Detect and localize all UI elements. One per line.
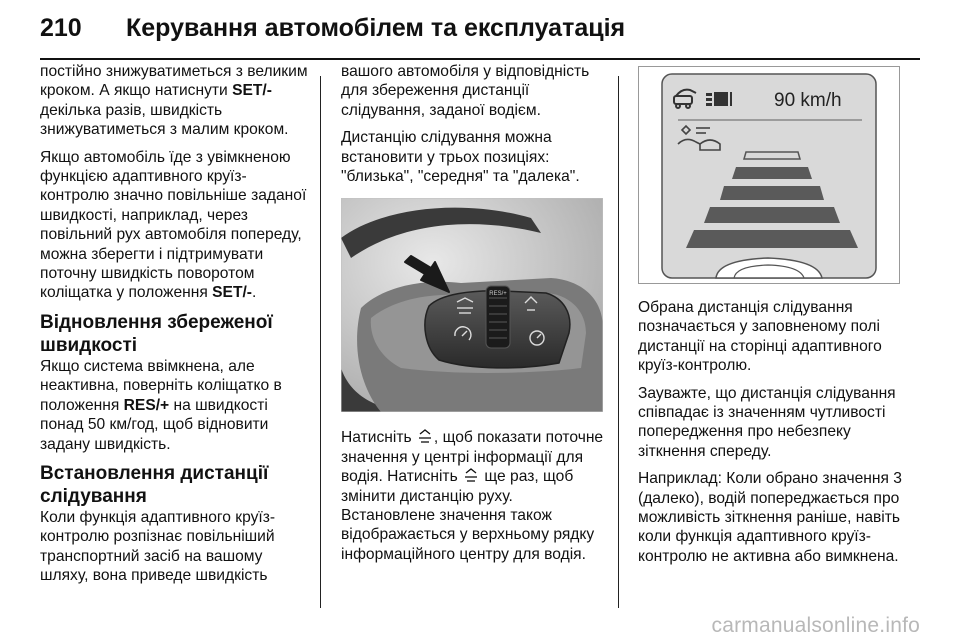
res-label: RES/+	[489, 291, 507, 298]
watermark: carmanualsonline.info	[711, 614, 920, 637]
paragraph: Зауважте, що дистанція слідування співпадає із значенням чутливості попередження про небезпеку зіткнення спереду.	[638, 384, 896, 460]
paragraph: Наприклад: Коли обрано значення 3 (далеко), водій попереджається про можливість зіткнення раніше, навіть коли функція адаптивного круїз-контролю не активна або вимкнена.	[638, 470, 902, 565]
paragraph: Обрана дистанція слідування позначається у заповненому полі дистанції на сторінці адаптивного круїз-контролю.	[638, 299, 882, 375]
paragraph: Коли функція адаптивного круїз-контролю розпізнає повільніший транспортний засіб на вашому шляху, вона приведе швидкість	[40, 508, 276, 585]
text: Натисніть	[341, 429, 416, 447]
page-title: Керування автомобілем та експлуатація	[126, 14, 626, 42]
driver-info-display	[638, 66, 900, 284]
follow-distance-icon	[417, 428, 433, 444]
key-label: SET/-	[232, 82, 272, 100]
column-divider-2	[618, 76, 619, 608]
text: , щоб показати поточне значення у центрі інформації для водія. Натисніть	[341, 429, 604, 486]
key-label: SET/-	[212, 284, 252, 302]
text: Якщо система ввімкнена, але неактивна, поверніть коліщатко в положення	[40, 357, 282, 414]
set-speed: 90 km/h	[774, 90, 842, 111]
steering-wheel-photo	[341, 198, 603, 412]
section-heading-resume: Відновлення збереженої швидкості	[40, 311, 273, 356]
text: на швидкості понад 50 км/год, щоб відновити задану швидкість.	[40, 396, 269, 453]
text: Якщо автомобіль їде з увімкненою функцією адаптивного круїз-контролю значно повільніше заданої швидкості, наприклад, через повільний рух автомобіля попереду, можна зберегти і підтримувати поточну швидкість поворотом коліщатка у положення	[40, 148, 307, 302]
text: .	[252, 284, 257, 302]
paragraph	[341, 428, 609, 564]
text: ще раз, щоб змінити дистанцію руху. Встановлене значення також відображається у верхньому рядку інформаційного центру для водія.	[341, 468, 595, 563]
section-heading-distance: Встановлення дистанції слідування	[40, 462, 269, 507]
paragraph: вашого автомобіля у відповідність для збереження дистанції слідування, заданої водієм.	[341, 63, 590, 119]
paragraph	[40, 357, 312, 454]
paragraph	[40, 148, 312, 303]
page-header	[40, 8, 920, 52]
header-rule	[40, 58, 920, 60]
paragraph	[40, 62, 312, 140]
text: постійно знижуватиметься з великим кроком. А якщо натиснути	[40, 63, 308, 100]
key-label: RES/+	[123, 396, 170, 414]
text: декілька разів, швидкість знижуватиметься з малим кроком.	[40, 101, 289, 139]
column-3	[638, 62, 910, 574]
follow-distance-icon	[463, 467, 479, 483]
paragraph: Дистанцію слідування можна встановити у трьох позиціях: "близька", "середня" та "далека".	[341, 129, 580, 186]
page-number: 210	[40, 14, 82, 42]
column-1	[40, 62, 312, 594]
column-divider-1	[320, 76, 321, 608]
column-2	[341, 62, 609, 572]
